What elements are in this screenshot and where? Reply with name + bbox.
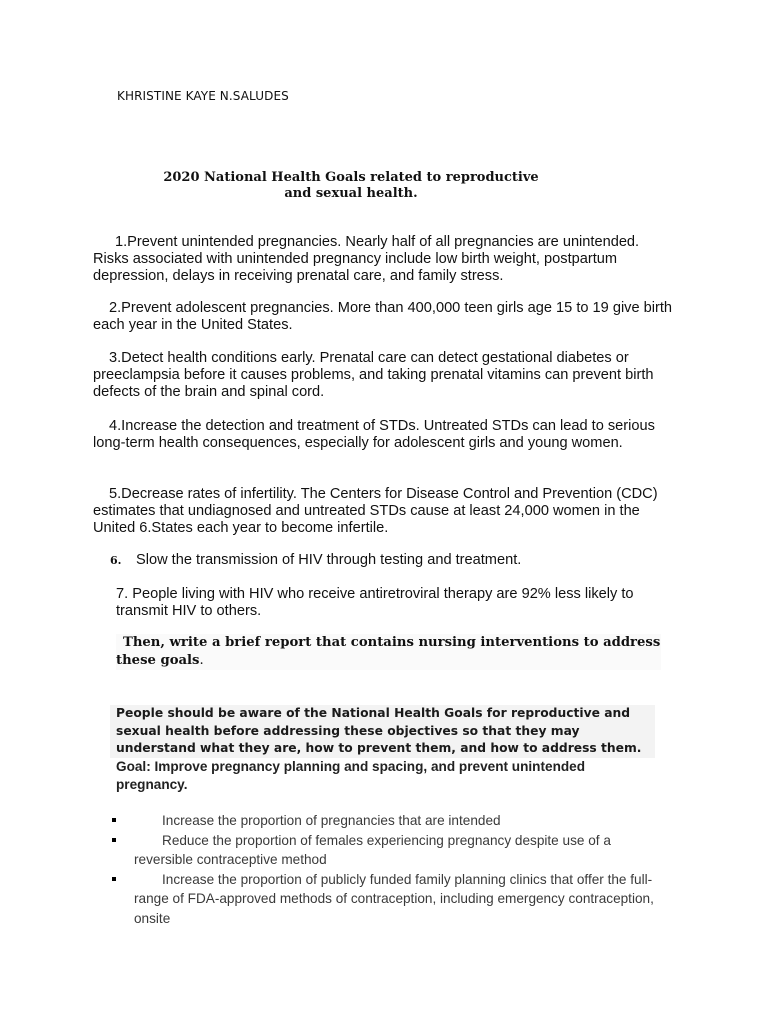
square-bullet-icon (112, 877, 116, 881)
list-item (112, 831, 657, 870)
list-item-text: Increase the proportion of publicly funded family planning clinics that offer the full-range of FDA-approved methods of contraception, including emergency contraception, onsite (134, 871, 654, 926)
square-bullet-icon (112, 838, 116, 842)
goal-paragraph-5 (93, 486, 673, 536)
goal-paragraph-1 (93, 234, 673, 284)
list-item-text: Increase the proportion of pregnancies that are intended (162, 813, 501, 828)
goal-text: 2.Prevent adolescent pregnancies. More than 400,000 teen girls age 15 to 19 give birth each year in the United States. (93, 300, 673, 333)
goal-text: 3.Detect health conditions early. Prenatal care can detect gestational diabetes or preeclampsia before it causes problems, and taking prenatal vitamins can prevent birth defects of the brain and spinal cord. (93, 350, 654, 400)
square-bullet-icon (112, 818, 116, 822)
author-name: KHRISTINE KAYE N.SALUDES (117, 89, 289, 103)
title-line-2: and sexual health. (284, 186, 418, 201)
list-item (112, 870, 657, 929)
goal-text: 1.Prevent unintended pregnancies. Nearly half of all pregnancies are unintended. Risks associated with unintended pregnancy include low birth weight, postpartum depression, delays in receiving prenatal care, and family stress. (93, 234, 640, 284)
title-line-1: 2020 National Health Goals related to reproductive (163, 170, 539, 185)
list-item (112, 811, 657, 831)
goal-paragraph-2 (93, 300, 673, 334)
report-section (110, 705, 655, 794)
goal-item-7: 7. People living with HIV who receive antiretroviral therapy are 92% less likely to transmit HIV to others. (116, 586, 634, 619)
goal-paragraph-3 (93, 350, 673, 400)
objective-list (112, 811, 657, 929)
instruction-heading (116, 634, 661, 670)
item-text: Slow the transmission of HIV through testing and treatment. (136, 552, 522, 568)
report-intro: People should be aware of the National Health Goals for reproductive and sexual health before addressing these objectives so that they may understand what they are, how to prevent them, and how to address them. (110, 705, 655, 758)
item-number: 6. (110, 554, 122, 567)
goal-paragraph-4 (93, 418, 673, 452)
document-title (96, 170, 606, 202)
goal-text: 4.Increase the detection and treatment of STDs. Untreated STDs can lead to serious long-term health consequences, especially for adolescent girls and young women. (93, 418, 655, 451)
instruction-period: . (199, 653, 204, 668)
report-goal-heading: Goal: Improve pregnancy planning and spacing, and prevent unintended pregnancy. (116, 758, 586, 792)
goal-item-6 (110, 552, 670, 570)
instruction-text: Then, write a brief report that contains nursing interventions to address these goals (116, 635, 661, 668)
list-item-text: Reduce the proportion of females experiencing pregnancy despite use of a reversible contraceptive method (134, 832, 611, 868)
goal-text: 5.Decrease rates of infertility. The Centers for Disease Control and Prevention (CDC) estimates that undiagnosed and untreated STDs cause at least 24,000 women in the United 6.States each year to become infertile. (93, 486, 658, 536)
